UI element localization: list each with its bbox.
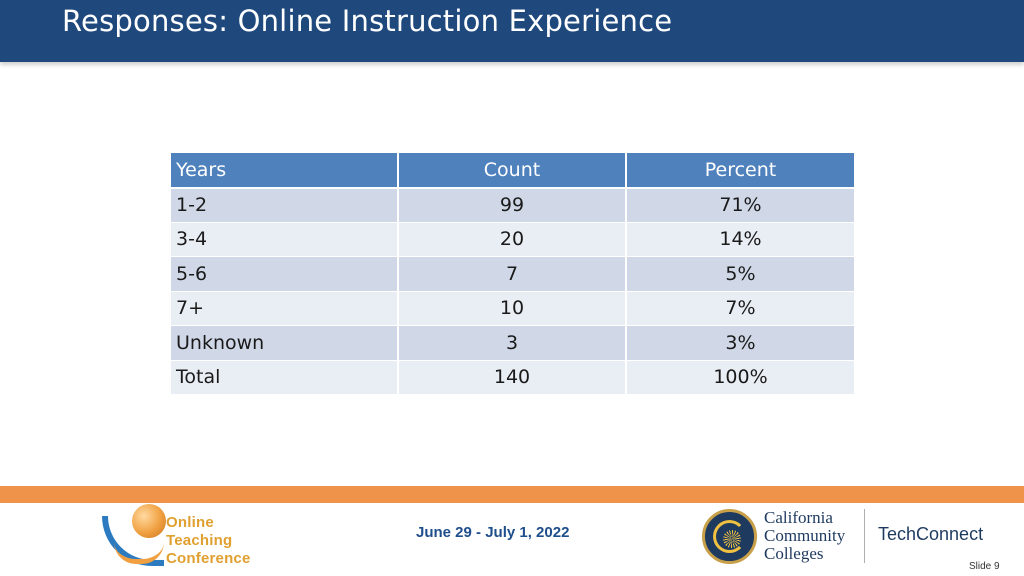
cell-percent: 71%	[626, 188, 854, 223]
seal-rays	[723, 530, 741, 548]
logo-divider	[864, 509, 865, 563]
table-row	[171, 291, 854, 326]
cell-count: 20	[398, 222, 626, 257]
footer-accent-bar	[0, 486, 1024, 503]
cell-percent: 7%	[626, 291, 854, 326]
cell-years: 1-2	[171, 188, 398, 223]
cell-percent: 3%	[626, 326, 854, 361]
header-percent: Percent	[626, 153, 854, 188]
table-row	[171, 188, 854, 223]
responses-table	[171, 153, 854, 395]
cell-years: Total	[171, 360, 398, 395]
cell-percent: 5%	[626, 257, 854, 292]
slide-number: Slide 9	[969, 561, 1000, 572]
college-name	[764, 509, 845, 563]
globe-icon	[132, 504, 166, 538]
table-row	[171, 326, 854, 361]
cell-years: 3-4	[171, 222, 398, 257]
cell-count: 140	[398, 360, 626, 395]
cell-percent: 100%	[626, 360, 854, 395]
table-header-row	[171, 153, 854, 188]
cell-count: 3	[398, 326, 626, 361]
logo-line-teaching: Teaching	[166, 532, 233, 549]
logo-line-conference: Conference	[166, 550, 251, 567]
cell-count: 7	[398, 257, 626, 292]
cell-count: 99	[398, 188, 626, 223]
online-teaching-conference-logo	[100, 502, 250, 572]
conference-date: June 29 - July 1, 2022	[416, 524, 570, 541]
cell-years: 5-6	[171, 257, 398, 292]
slide-title: Responses: Online Instruction Experience	[62, 4, 673, 38]
cell-years: 7+	[171, 291, 398, 326]
slide-header	[0, 0, 1024, 62]
college-name-line: Colleges	[764, 544, 824, 563]
techconnect-label: TechConnect	[878, 524, 984, 544]
cell-count: 10	[398, 291, 626, 326]
california-community-colleges-seal-icon	[702, 509, 757, 564]
cell-years: Unknown	[171, 326, 398, 361]
conference-logo-text	[166, 514, 251, 568]
header-years: Years	[171, 153, 398, 188]
logo-line-online: Online	[166, 514, 214, 531]
cell-percent: 14%	[626, 222, 854, 257]
table-row	[171, 257, 854, 292]
header-count: Count	[398, 153, 626, 188]
college-name-line: Community	[764, 526, 846, 545]
college-name-line: California	[764, 508, 833, 527]
table-row-total	[171, 360, 854, 395]
table-row	[171, 222, 854, 257]
